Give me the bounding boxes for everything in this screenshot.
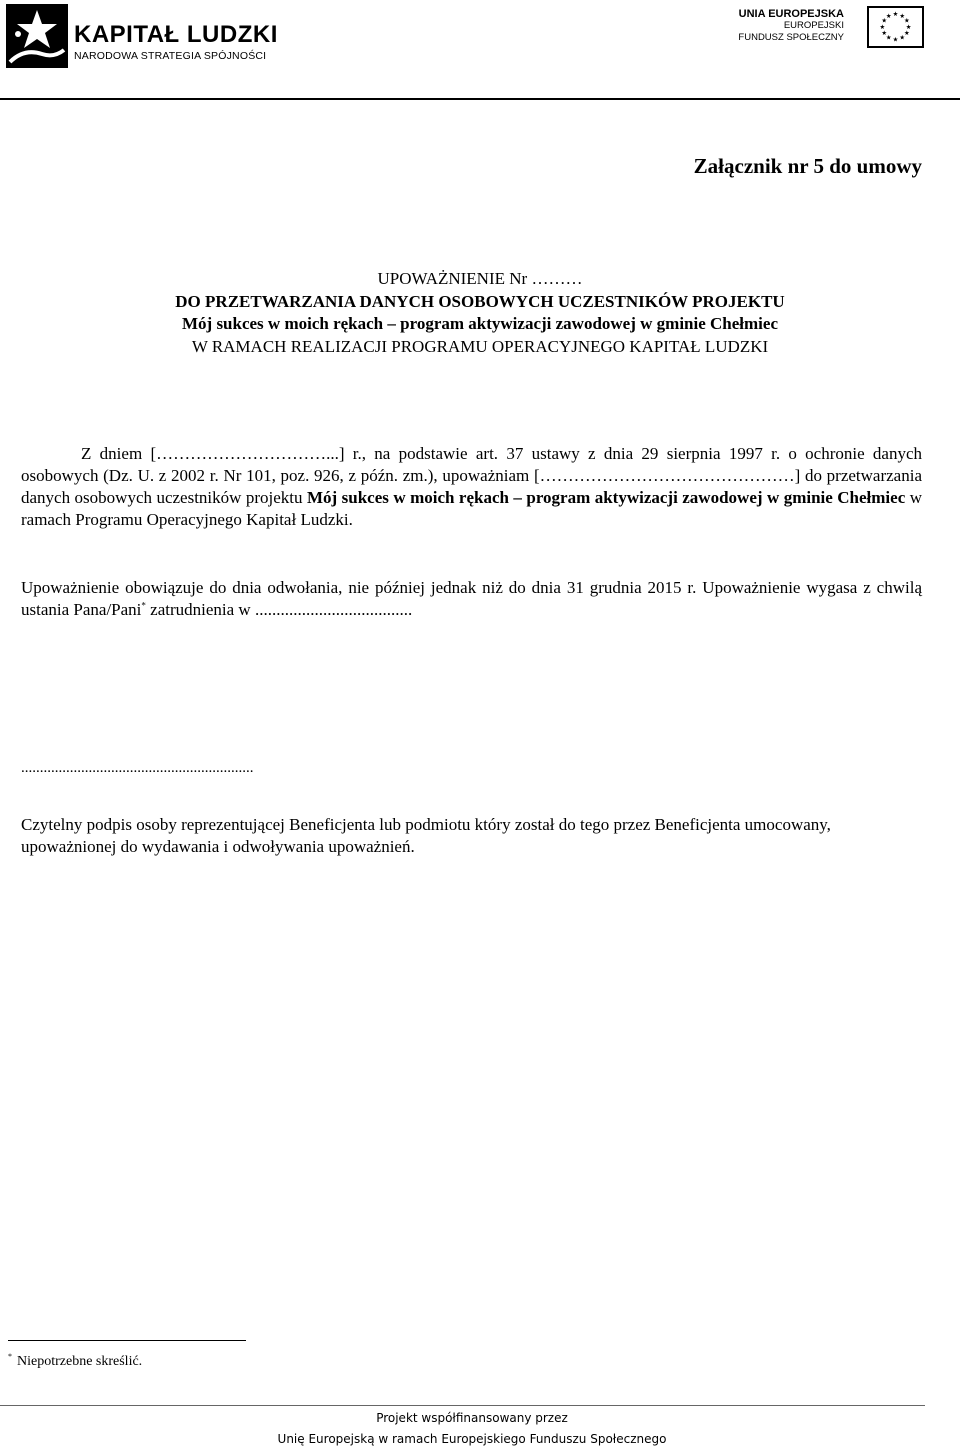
svg-text:★: ★ (892, 11, 899, 19)
eu-line-2: EUROPEJSKI (783, 20, 844, 31)
authorization-paragraph (21, 443, 922, 531)
footer-line-1: Projekt współfinansowany przez (376, 1411, 568, 1425)
svg-text:★: ★ (879, 23, 886, 31)
kapital-ludzki-wordmark (74, 22, 278, 62)
page-footer (0, 1408, 944, 1450)
eu-line-1: UNIA EUROPEJSKA (738, 8, 844, 20)
kapital-ludzki-logo (6, 4, 278, 68)
page-header (0, 0, 960, 70)
annex-label: Załącznik nr 5 do umowy (693, 154, 922, 178)
kapital-ludzki-star-mark-icon (6, 4, 68, 68)
title-line-2: DO PRZETWARZANIA DANYCH OSOBOWYCH UCZESTNIKÓW PROJEKTU (175, 291, 785, 311)
paragraph-2-text-a: Upoważnienie obowiązuje do dnia odwołania, nie później jednak niż do dnia 31 grudnia 2015 r. Upoważnienie wygasa z chwilą ustania Pana/Pani (21, 578, 922, 619)
footnote-divider (8, 1340, 246, 1341)
eu-flag-stars-icon (867, 6, 924, 48)
logo-subtitle: NARODOWA STRATEGIA SPÓJNOŚCI (74, 50, 267, 62)
signature-line: .............................................................. (21, 760, 254, 776)
paragraph-1-text-b: w ramach Programu Operacyjnego Kapitał Ludzki. (21, 488, 922, 529)
svg-text:★: ★ (903, 17, 910, 25)
svg-text:★: ★ (881, 30, 888, 38)
footnote-text: Niepotrzebne skreślić. (17, 1354, 143, 1369)
eu-wordmark (738, 8, 844, 44)
signature-caption: Czytelny podpis osoby reprezentującej Beneficjenta lub podmiotu który został do tego przez Beneficjenta umocowany, upoważnionej do wydawania i odwoływania upoważnień. (21, 815, 831, 856)
paragraph-1-text-a: Z dniem […………………………...] r., na podstawie art. 37 ustawy z dnia 29 sierpnia 1997 r. o ochronie danych osobowych (Dz. U. z 2002 r. Nr 101, poz. 926, z późn. zm.), upoważniam [………………………………………] do przetwarzania danych osobowych uczestników projektu (21, 444, 922, 507)
validity-paragraph (21, 577, 922, 621)
title-line-4: W RAMACH REALIZACJI PROGRAMU OPERACYJNEGO KAPITAŁ LUDZKI (191, 336, 769, 356)
svg-text:★: ★ (899, 34, 906, 42)
title-line-1: UPOWAŻNIENIE Nr ……… (377, 269, 583, 288)
svg-text:★: ★ (905, 23, 912, 31)
footnote-mark: * (8, 1352, 12, 1362)
eu-logo (730, 6, 928, 50)
eu-line-3: FUNDUSZ SPOŁECZNY (738, 32, 844, 43)
document-title (0, 268, 960, 358)
logo-title: KAPITAŁ LUDZKI (74, 21, 278, 48)
project-name: Mój sukces w moich rękach – program aktywizacji zawodowej w gminie Chełmiec (306, 488, 906, 507)
svg-text:★: ★ (903, 30, 910, 38)
title-line-3: Mój sukces w moich rękach – program aktywizacji zawodowej w gminie Chełmiec (181, 314, 778, 333)
footnote-reference: * (141, 600, 146, 611)
footer-line-2: Unię Europejską w ramach Europejskiego Funduszu Społecznego (277, 1432, 667, 1446)
footer-divider (0, 1405, 925, 1406)
svg-text:★: ★ (881, 17, 888, 25)
svg-text:★: ★ (885, 34, 892, 42)
svg-text:★: ★ (899, 12, 906, 20)
svg-text:★: ★ (892, 36, 899, 44)
header-divider (0, 98, 960, 100)
svg-text:★: ★ (885, 12, 892, 20)
paragraph-2-text-b: zatrudnienia w ..................................... (145, 600, 413, 619)
footnote (8, 1354, 142, 1370)
